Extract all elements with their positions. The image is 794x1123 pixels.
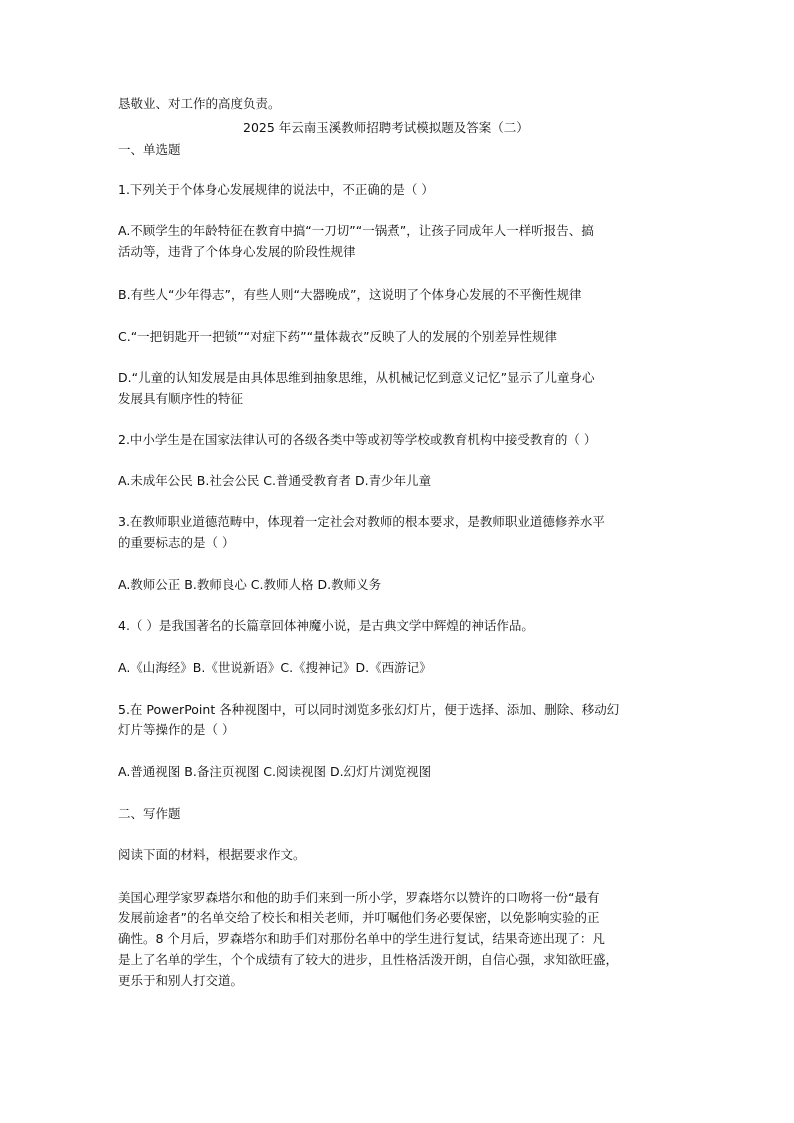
material-line: 美国心理学家罗森塔尔和他的助手们来到一所小学，罗森塔尔以赞许的口吻将一份“最有: [118, 890, 600, 905]
material-line: 发展前途者”的名单交给了校长和相关老师，并叮嘱他们务必要保密，以免影响实验的正: [118, 910, 600, 925]
question-5-stem-cont: 灯片等操作的是（ ）: [118, 722, 235, 737]
question-2-stem: 2.中小学生是在国家法律认可的各级各类中等或初等学校或教育机构中接受教育的（ ）: [118, 432, 597, 447]
question-5-options: A.普通视图 B.备注页视图 C.阅读视图 D.幻灯片浏览视图: [118, 764, 432, 779]
material-line: 确性。8 个月后，罗森塔尔和助手们对那份名单中的学生进行复试，结果奇迹出现了：凡: [118, 931, 605, 946]
question-5-stem: 5.在 PowerPoint 各种视图中，可以同时浏览多张幻灯片，便于选择、添加、删除、移动幻: [118, 702, 620, 717]
question-1-option-a: A.不顾学生的年龄特征在教育中搞“一刀切”“一锅煮”，让孩子同成年人一样听报告、搞: [118, 223, 594, 238]
question-3-options: A.教师公正 B.教师良心 C.教师人格 D.教师义务: [118, 577, 382, 592]
question-1-option-c: C.“一把钥匙开一把锁”“对症下药”“量体裁衣”反映了人的发展的个别差异性规律: [118, 329, 558, 344]
document-title: 2025 年云南玉溪教师招聘考试模拟题及答案（二）: [243, 120, 529, 135]
material-line: 更乐于和别人打交道。: [118, 973, 244, 988]
question-2-options: A.未成年公民 B.社会公民 C.普通受教育者 D.青少年儿童: [118, 473, 432, 488]
question-1-option-b: B.有些人“少年得志”，有些人则“大器晚成”，这说明了个体身心发展的不平衡性规律: [118, 287, 582, 302]
question-1-option-a-cont: 活动等，违背了个体身心发展的阶段性规律: [118, 244, 356, 259]
section-heading-writing: 二、写作题: [118, 806, 181, 821]
question-3-stem-cont: 的重要标志的是（ ）: [118, 535, 235, 550]
question-3-stem: 3.在教师职业道德范畴中，体现着一定社会对教师的根本要求，是教师职业道德修养水平: [118, 514, 605, 529]
writing-instruction: 阅读下面的材料，根据要求作文。: [118, 847, 306, 862]
question-4-options: A.《山海经》B.《世说新语》C.《搜神记》D.《西游记》: [118, 660, 432, 675]
question-1-option-d: D.“儿童的认知发展是由具体思维到抽象思维，从机械记忆到意义记忆”显示了儿童身心: [118, 370, 595, 385]
question-1-stem: 1.下列关于个体身心发展规律的说法中，不正确的是（ ）: [118, 182, 434, 197]
question-1-option-d-cont: 发展具有顺序性的特征: [118, 391, 244, 406]
material-line: 是上了名单的学生，个个成绩有了较大的进步，且性格活泼开朗，自信心强，求知欲旺盛，: [118, 952, 619, 967]
question-4-stem: 4.（ ）是我国著名的长篇章回体神魔小说，是古典文学中辉煌的神话作品。: [118, 618, 534, 633]
section-heading-single-choice: 一、单选题: [118, 142, 181, 157]
previous-paragraph-tail: 恳敬业、对工作的高度负责。: [118, 96, 281, 111]
